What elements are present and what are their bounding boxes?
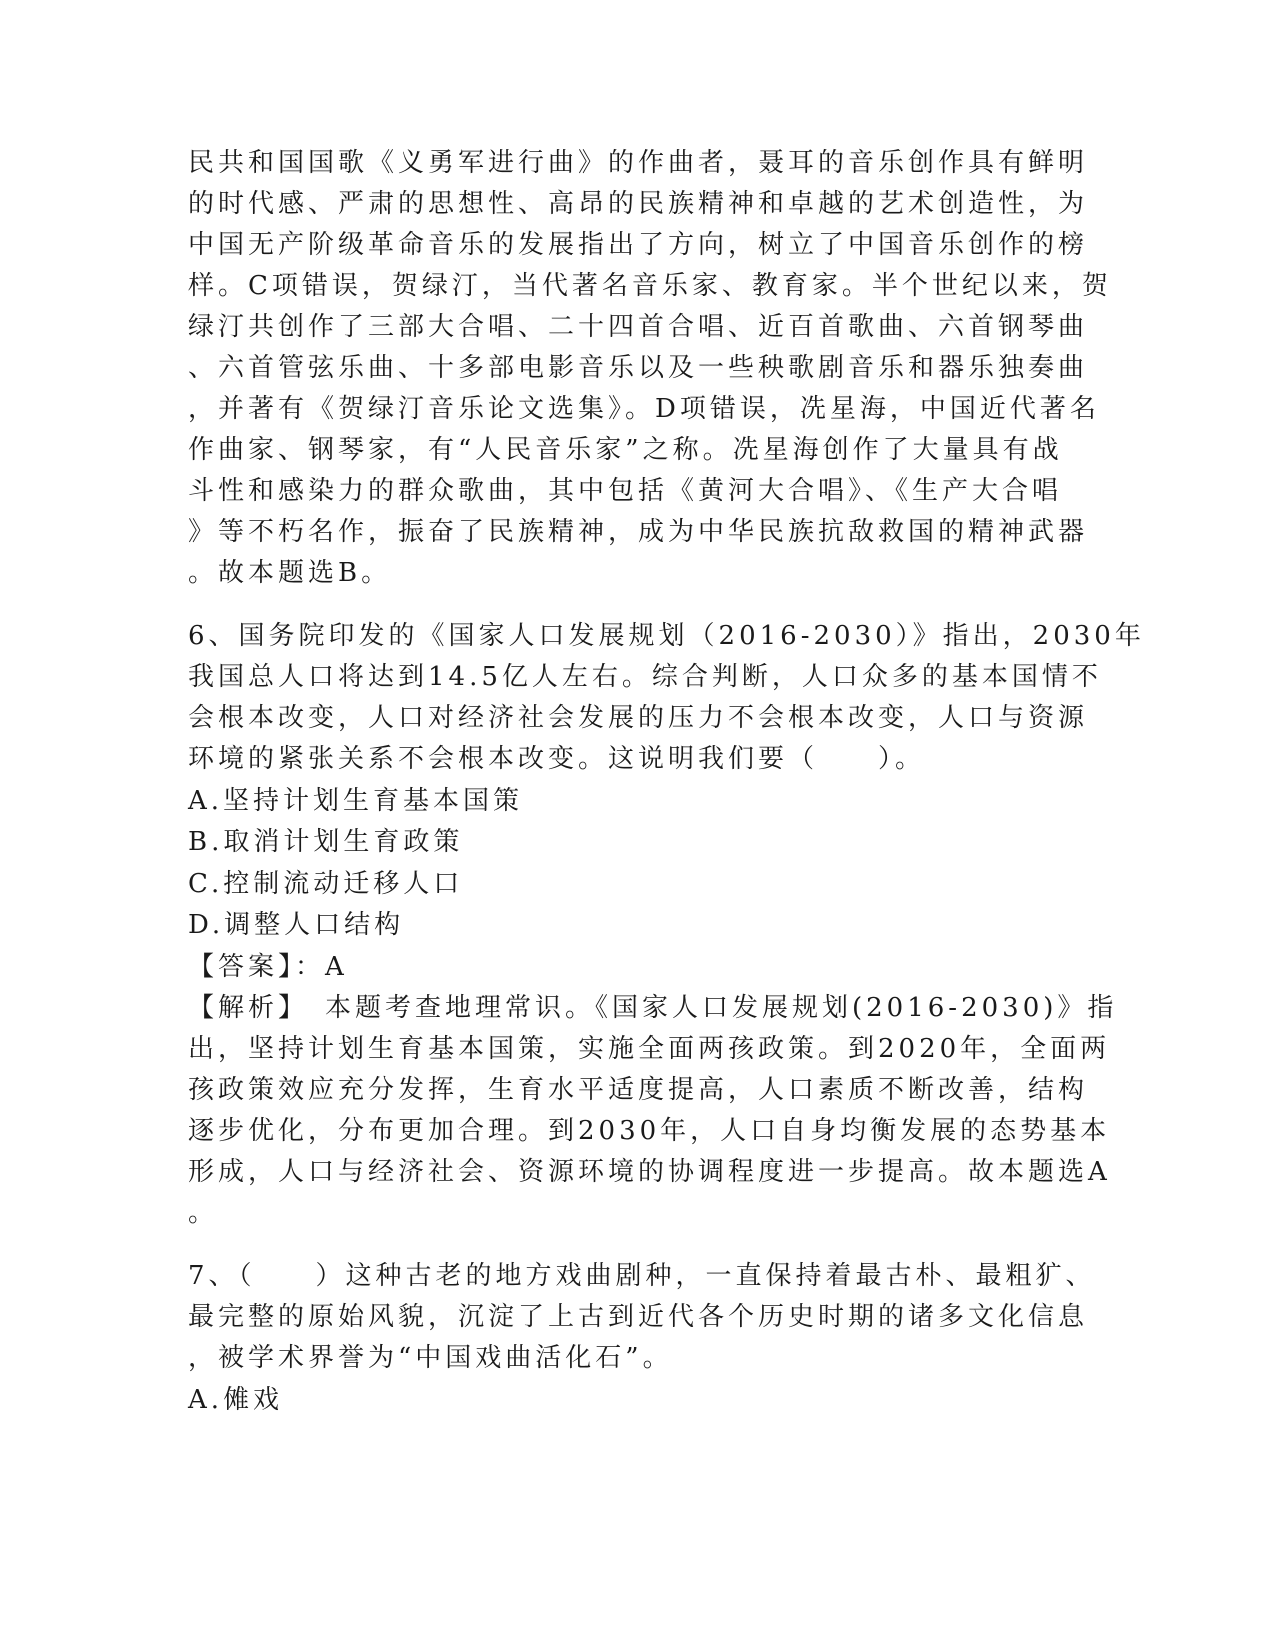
text-line: 作曲家、钢琴家，有“人民音乐家”之称。冼星海创作了大量具有战 xyxy=(188,435,1063,465)
text-line: 的时代感、严肃的思想性、高昂的民族精神和卓越的艺术创造性，为 xyxy=(188,189,1089,219)
answer-line: 【答案】：A xyxy=(188,952,348,982)
text-line: 斗性和感染力的群众歌曲，其中包括《黄河大合唱》、《生产大合唱 xyxy=(188,476,1063,506)
option-a: A.坚持计划生育基本国策 xyxy=(188,786,524,816)
explanation-line: 逐步优化，分布更加合理。到2030年，人口自身均衡发展的态势基本 xyxy=(188,1116,1111,1146)
text-line: 绿汀共创作了三部大合唱、二十四首合唱、近百首歌曲、六首钢琴曲 xyxy=(188,312,1089,342)
explanation-line: 。 xyxy=(188,1198,219,1228)
text-line: 、六首管弦乐曲、十多部电影音乐以及一些秧歌剧音乐和器乐独奏曲 xyxy=(188,353,1089,383)
text-line: 》等不朽名作，振奋了民族精神，成为中华民族抗敌救国的精神武器 xyxy=(188,517,1089,547)
text-line: 。故本题选B。 xyxy=(188,558,392,588)
option-b: B.取消计划生育政策 xyxy=(188,827,464,857)
text-line: ，并著有《贺绿汀音乐论文选集》。D项错误，冼星海，中国近代著名 xyxy=(188,394,1100,424)
question-stem-line: 6、国务院印发的《国家人口发展规划（2016-2030）》指出，2030年 xyxy=(188,621,1145,651)
explanation-line: 形成，人口与经济社会、资源环境的协调程度进一步提高。故本题选A xyxy=(188,1157,1111,1187)
option-a: A.傩戏 xyxy=(188,1385,284,1415)
option-c: C.控制流动迁移人口 xyxy=(188,869,464,899)
question-stem-line: 会根本改变，人口对经济社会发展的压力不会根本改变，人口与资源 xyxy=(188,703,1089,733)
text-line: 民共和国国歌《义勇军进行曲》的作曲者，聂耳的音乐创作具有鲜明 xyxy=(188,148,1089,178)
text-line: 中国无产阶级革命音乐的发展指出了方向，树立了中国音乐创作的榜 xyxy=(188,230,1089,260)
text-line: 样。C项错误，贺绿汀，当代著名音乐家、教育家。半个世纪以来，贺 xyxy=(188,271,1112,301)
question-stem-line: 我国总人口将达到14.5亿人左右。综合判断，人口众多的基本国情不 xyxy=(188,662,1102,692)
question-stem-line: ，被学术界誉为“中国戏曲活化石”。 xyxy=(188,1343,673,1373)
explanation-line: 孩政策效应充分发挥，生育水平适度提高，人口素质不断改善，结构 xyxy=(188,1075,1089,1105)
explanation-line: 出，坚持计划生育基本国策，实施全面两孩政策。到2020年，全面两 xyxy=(188,1034,1111,1064)
option-d: D.调整人口结构 xyxy=(188,910,405,940)
explanation-line: 【解析】 本题考查地理常识。《国家人口发展规划(2016-2030)》指 xyxy=(188,993,1118,1023)
question-stem-line: 环境的紧张关系不会根本改变。这说明我们要（ ）。 xyxy=(188,744,926,774)
question-stem-line: 7、（ ）这种古老的地方戏曲剧种，一直保持着最古朴、最粗犷、 xyxy=(188,1261,1096,1291)
question-stem-line: 最完整的原始风貌，沉淀了上古到近代各个历史时期的诸多文化信息 xyxy=(188,1302,1089,1332)
